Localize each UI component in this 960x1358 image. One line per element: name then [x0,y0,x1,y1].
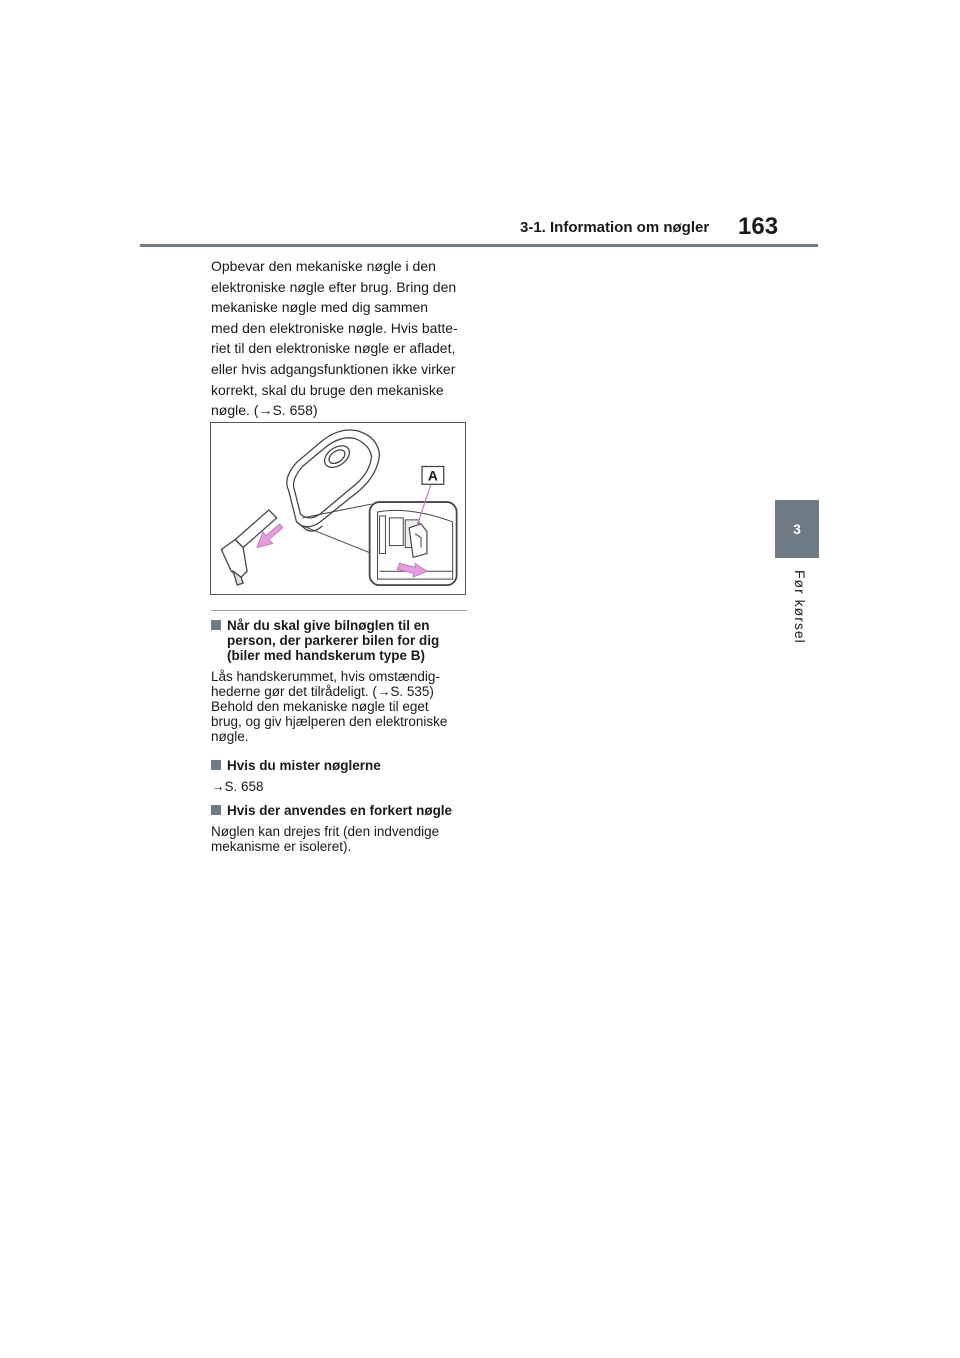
intro-line: riet til den elektroniske nøgle er afladet, [211,340,456,357]
body-line: hederne gør det tilrådeligt. (→S. 535) [211,684,434,699]
body-line: brug, og giv hjælperen den elektroniske [211,714,448,729]
key-illustration-svg [211,423,465,594]
lost-keys-section-title [211,758,473,773]
intro-line: nøgle. (→S. 658) [211,402,318,419]
chapter-number: 3 [793,521,801,537]
body-line: mekanisme er isoleret). [211,839,352,854]
page-reference-link[interactable]: →S. 658 [211,779,264,794]
wrong-key-section-body [211,824,473,854]
wrong-key-section-title [211,803,473,818]
title-line: (biler med handskerum type B) [227,648,426,663]
section-header-title: 3-1. Information om nøgler [520,219,710,236]
square-bullet-icon [211,620,221,630]
chapter-title: Før kørsel [792,570,808,644]
title-line: Hvis du mister nøglerne [227,758,381,773]
square-bullet-icon [211,760,221,770]
intro-line: mekaniske nøgle med dig sammen [211,299,429,316]
page-number: 163 [738,213,779,240]
callout-a-label: A [427,467,438,484]
intro-line: eller hvis adgangsfunktionen ikke virker [211,360,456,377]
section-divider [211,610,467,611]
header-rule [140,244,818,247]
body-line: Nøglen kan drejes frit (den indvendige [211,824,440,839]
intro-paragraph [211,256,473,421]
intro-line: elektroniske nøgle efter brug. Bring den [211,278,457,295]
title-line: person, der parkerer bilen for dig [227,633,440,648]
intro-line: korrekt, skal du bruge den mekaniske [211,381,444,398]
valet-section-body [211,669,473,744]
electronic-key-icon [287,430,380,531]
wrong-key-section [211,803,473,854]
release-button-detail [370,502,457,585]
title-line: Når du skal give bilnøglen til en [227,618,430,633]
square-bullet-icon [211,805,221,815]
title-line: Hvis der anvendes en forkert nøgle [227,803,453,818]
valet-section [211,618,473,744]
body-line: Behold den mekaniske nøgle til eget [211,699,429,714]
mechanical-key-icon [221,510,276,585]
lost-keys-section-body [211,779,473,794]
body-line: nøgle. [211,729,249,744]
body-line: Lås handskerummet, hvis omstændig- [211,669,440,684]
intro-line: Opbevar den mekaniske nøgle i den [211,258,436,274]
chapter-tab[interactable] [775,500,819,558]
key-illustration [210,422,466,595]
lost-keys-section [211,758,473,794]
intro-line: med den elektroniske nøgle. Hvis batte- [211,319,458,336]
valet-section-title [211,618,473,663]
